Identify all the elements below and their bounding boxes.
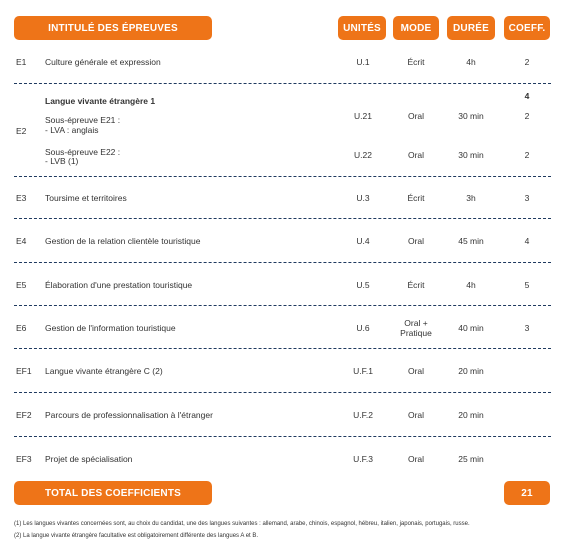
sub-unit: U.21	[354, 111, 372, 121]
header-units: UNITÉS	[338, 16, 386, 40]
sub-coeff: 2	[524, 111, 530, 121]
row-mode: Écrit	[407, 57, 425, 67]
row-title: Projet de spécialisation	[45, 454, 133, 464]
total-label: TOTAL DES COEFFICIENTS	[14, 481, 212, 505]
row-unit: U.F.3	[353, 454, 373, 464]
total-value: 21	[504, 481, 550, 505]
sub-title: Sous-épreuve E22 :	[45, 147, 121, 157]
row-unit: U.1	[356, 57, 370, 67]
row-mode-line1: Oral +	[404, 318, 428, 328]
row-title: Culture générale et expression	[45, 57, 161, 67]
row-code: E3	[16, 193, 27, 203]
row-unit: U.4	[356, 236, 370, 246]
row-code: EF2	[16, 410, 32, 420]
row-unit: U.F.2	[353, 410, 373, 420]
row-title: Élaboration d'une prestation touristique	[45, 280, 193, 290]
row-duration: 4h	[466, 280, 476, 290]
sub-unit: U.22	[354, 150, 372, 160]
row-title: Parcours de professionnalisation à l'étranger	[45, 410, 213, 420]
row-unit: U.5	[356, 280, 370, 290]
row-coeff: 3	[524, 193, 530, 203]
row-code: EF3	[16, 454, 32, 464]
row-title: Gestion de l'information touristique	[45, 323, 176, 333]
sub-title: Sous-épreuve E21 :	[45, 115, 121, 125]
header-mode: MODE	[393, 16, 439, 40]
row-duration: 3h	[466, 193, 476, 203]
sub-detail: - LVA : anglais	[45, 125, 99, 135]
row-mode: Oral	[407, 366, 425, 376]
row-code: E2	[16, 126, 27, 136]
row-duration: 45 min	[458, 236, 484, 246]
row-divider	[14, 218, 551, 219]
row-divider	[14, 392, 551, 393]
row-duration: 20 min	[458, 410, 484, 420]
row-title: Langue vivante étrangère 1	[45, 96, 156, 106]
sub-duration: 30 min	[458, 111, 484, 121]
row-divider	[14, 305, 551, 306]
row-mode-line2: Pratique	[400, 328, 432, 338]
row-duration: 4h	[466, 57, 476, 67]
row-mode: Oral	[407, 236, 425, 246]
row-divider	[14, 262, 551, 263]
row-unit: U.6	[356, 323, 370, 333]
row-title: Toursime et territoires	[45, 193, 127, 203]
row-title: Gestion de la relation clientèle touristique	[45, 236, 201, 246]
row-divider	[14, 348, 551, 349]
row-divider	[14, 176, 551, 177]
header-coeff: COEFF.	[504, 16, 550, 40]
row-coeff: 3	[524, 323, 530, 333]
row-coeff: 2	[524, 57, 530, 67]
row-code: E6	[16, 323, 27, 333]
row-coeff: 4	[524, 236, 530, 246]
row-mode: Oral	[407, 410, 425, 420]
row-code: E5	[16, 280, 27, 290]
sub-mode: Oral	[407, 150, 425, 160]
row-mode: Écrit	[407, 280, 425, 290]
row-coeff: 5	[524, 280, 530, 290]
footnote-1: (1) Les langues vivantes concernées sont, au choix du candidat, une des langues suivantes : allemand, arabe, chinois, espagnol, hébreu, italien, japonais, portugais, russe.	[14, 521, 470, 527]
row-code: E1	[16, 57, 27, 67]
row-mode: Écrit	[407, 193, 425, 203]
row-coeff-total: 4	[524, 91, 530, 101]
row-mode: Oral	[407, 454, 425, 464]
row-duration: 20 min	[458, 366, 484, 376]
sub-mode: Oral	[407, 111, 425, 121]
sub-coeff: 2	[524, 150, 530, 160]
sub-detail: - LVB (1)	[45, 156, 79, 166]
row-duration: 40 min	[458, 323, 484, 333]
row-unit: U.F.1	[353, 366, 373, 376]
sub-duration: 30 min	[458, 150, 484, 160]
row-duration: 25 min	[458, 454, 484, 464]
row-divider	[14, 436, 551, 437]
row-code: E4	[16, 236, 27, 246]
row-code: EF1	[16, 366, 32, 376]
row-title: Langue vivante étrangère C (2)	[45, 366, 163, 376]
row-divider	[14, 83, 551, 84]
header-duration: DURÉE	[447, 16, 495, 40]
row-unit: U.3	[356, 193, 370, 203]
header-title: INTITULÉ DES ÉPREUVES	[14, 16, 212, 40]
footnote-2: (2) La langue vivante étrangère facultative est obligatoirement différente des langues A et B.	[14, 533, 259, 539]
